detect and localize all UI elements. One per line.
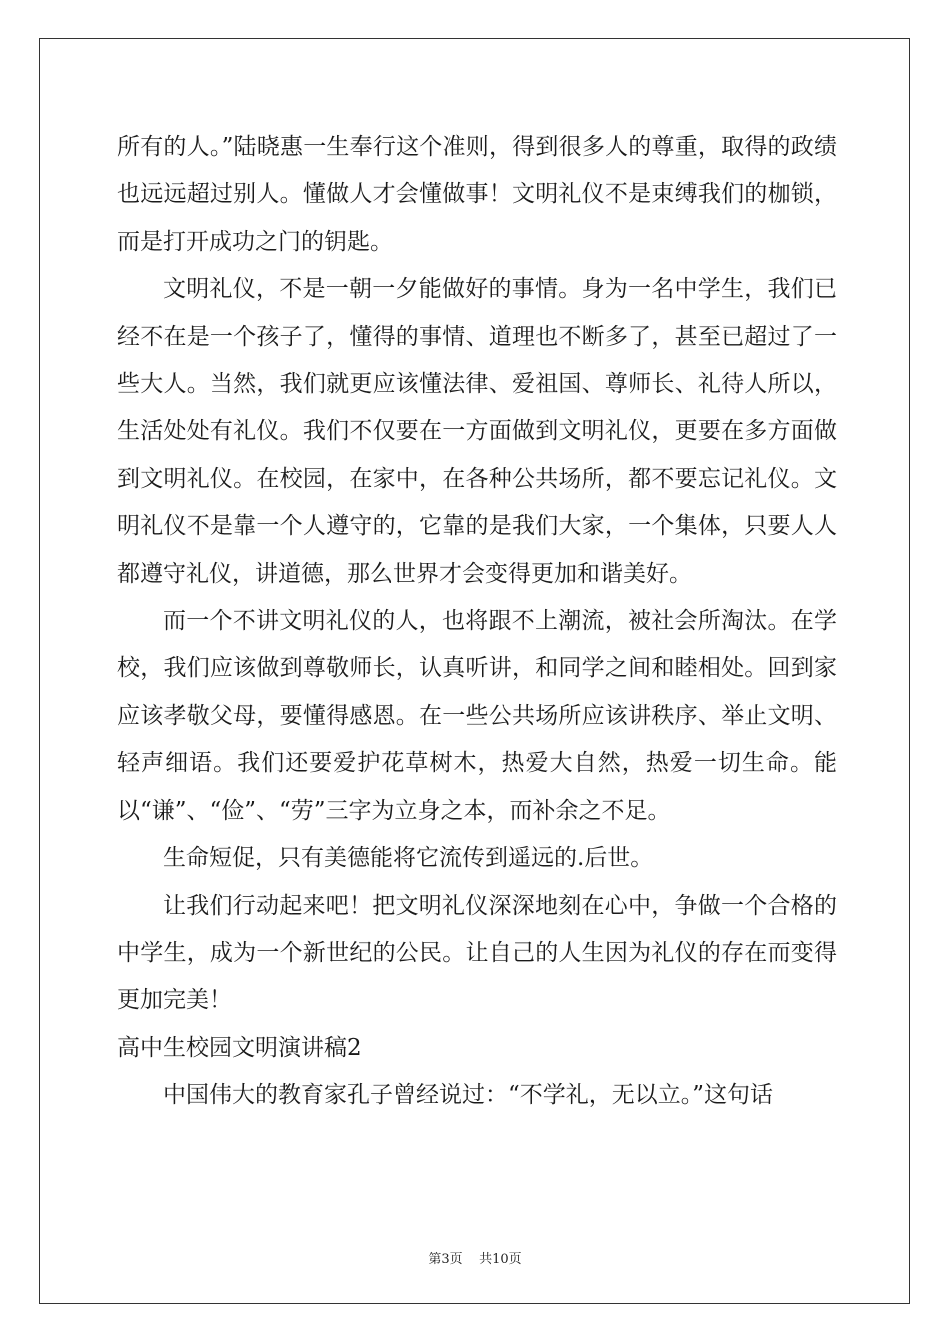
page-total: 共10页: [479, 1252, 522, 1267]
paragraph-5: 让我们行动起来吧！把文明礼仪深深地刻在心中，争做一个合格的中学生，成为一个新世纪的公民。让自己的人生因为礼仪的存在而变得更加完美！: [117, 892, 837, 1014]
paragraph-3: 而一个不讲文明礼仪的人，也将跟不上潮流，被社会所淘汰。在学校，我们应该做到尊敬师长，认真听讲，和同学之间和睦相处。回到家应该孝敬父母，要懂得感恩。在一些公共场所应该讲秩序、举止文明、轻声细语。我们还要爱护花草树木，热爱大自然，热爱一切生命。能以“谦”、“俭”、“劳”三字为立身之本，而补余之不足。: [117, 608, 837, 824]
page-footer: [0, 1248, 950, 1267]
page-number: 第3页: [428, 1252, 463, 1267]
paragraph-4: 生命短促，只有美德能将它流传到遥远的.后世。: [163, 845, 654, 872]
document-body: [117, 124, 837, 1120]
paragraph-2: 文明礼仪，不是一朝一夕能做好的事情。身为一名中学生，我们已经不在是一个孩子了，懂得的事情、道理也不断多了，甚至已超过了一些大人。当然，我们就更应该懂法律、爱祖国、尊师长、礼待人所以，生活处处有礼仪。我们不仅要在一方面做到文明礼仪，更要在多方面做到文明礼仪。在校园，在家中，在各种公共场所，都不要忘记礼仪。文明礼仪不是靠一个人遵守的，它靠的是我们大家，一个集体，只要人人都遵守礼仪，讲道德，那么世界才会变得更加和谐美好。: [117, 276, 837, 587]
paragraph-6: 中国伟大的教育家孔子曾经说过：“不学礼，无以立。”这句话: [163, 1082, 774, 1109]
section-heading: 高中生校园文明演讲稿2: [117, 1034, 362, 1061]
paragraph-1: 所有的人。”陆晓惠一生奉行这个准则，得到很多人的尊重，取得的政绩也远远超过别人。懂做人才会懂做事！文明礼仪不是束缚我们的枷锁，而是打开成功之门的钥匙。: [117, 134, 837, 255]
